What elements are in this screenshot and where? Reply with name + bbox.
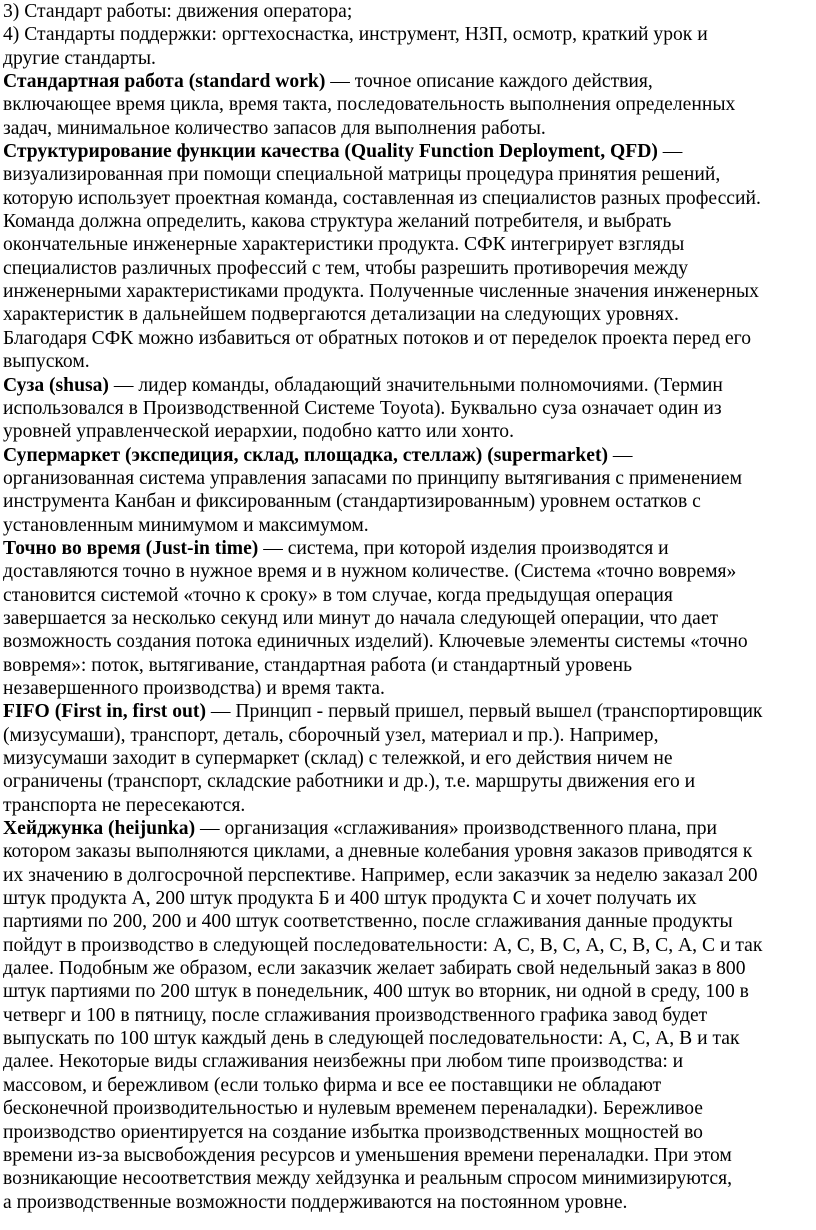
text-line <box>3 724 812 747</box>
line-text: — Принцип - первый пришел, первый вышел (транспортировщик <box>205 701 763 723</box>
line-text: завершается за несколько секунд или минут до начала следующей операции, что дает <box>3 607 719 629</box>
text-line <box>3 700 812 723</box>
text-line <box>3 187 812 210</box>
line-text: — <box>657 141 683 163</box>
text-line <box>3 747 812 770</box>
text-line <box>3 210 812 233</box>
text-line <box>3 770 812 793</box>
text-line <box>3 1121 812 1144</box>
text-line <box>3 934 812 957</box>
text-line <box>3 140 812 163</box>
text-line <box>3 584 812 607</box>
line-text: транспорта не пересекаются. <box>3 794 246 816</box>
line-text: — организация «сглаживания» производственного плана, при <box>195 818 717 840</box>
text-line <box>3 1027 812 1050</box>
text-line <box>3 817 812 840</box>
line-text: ограничены (транспорт, складские работники и др.), т.е. маршруты движения его и <box>3 771 696 793</box>
text-line <box>3 280 812 303</box>
line-text: установленным минимумом и максимумом. <box>3 514 369 536</box>
line-text: использовался в Производственной Системе Toyota). Буквально суза означает один из <box>3 397 722 419</box>
line-text: выпуском. <box>3 351 90 373</box>
text-line <box>3 1167 812 1190</box>
line-text: становится системой «точно к сроку» в том случае, когда предыдущая операция <box>3 584 673 606</box>
line-text: включающее время цикла, время такта, последовательность выполнения определенных <box>3 94 736 116</box>
line-text: окончательные инженерные характеристики продукта. СФК интегрирует взгляды <box>3 234 685 256</box>
text-line <box>3 23 812 46</box>
line-text: возникающие несоответствия между хейдзунка и реальным спросом минимизируются, <box>3 1168 733 1190</box>
line-text: штук продукта А, 200 штук продукта Б и 400 штук продукта С и хочет получать их <box>3 888 697 910</box>
text-line <box>3 607 812 630</box>
line-text: — точное описание каждого действия, <box>325 71 653 93</box>
line-text: уровней управленческой иерархии, подобно катто или хонто. <box>3 421 515 443</box>
line-text: далее. Подобным же образом, если заказчик желает забирать свой недельный заказ в 800 <box>3 958 746 980</box>
text-line <box>3 654 812 677</box>
line-text: — <box>608 444 633 466</box>
line-text: вовремя»: поток, вытягивание, стандартная работа (и стандартный уровень <box>3 654 633 676</box>
line-text: бесконечной производительностью и нулевым временем переналадки). Бережливое <box>3 1098 703 1120</box>
line-text: котором заказы выполняются циклами, а дневные колебания уровня заказов приводятся к <box>3 841 753 863</box>
text-line <box>3 490 812 513</box>
line-text: инструмента Канбан и фиксированным (стандартизированным) уровнем остатков с <box>3 491 701 513</box>
text-line <box>3 537 812 560</box>
text-line <box>3 630 812 653</box>
line-text: инженерными характеристиками продукта. Полученные численные значения инженерных <box>3 281 759 303</box>
text-line <box>3 467 812 490</box>
line-text: далее. Некоторые виды сглаживания неизбежны при любом типе производства: и <box>3 1051 684 1073</box>
text-line <box>3 1050 812 1073</box>
text-line <box>3 1004 812 1027</box>
line-text: партиями по 200, 200 и 400 штук соответственно, после сглаживания данные продукты <box>3 911 733 933</box>
term-title: Стандартная работа (standard work) <box>3 71 326 93</box>
line-text: другие стандарты. <box>3 47 156 69</box>
line-text: — система, при которой изделия производятся и <box>258 537 669 559</box>
line-text: Благодаря СФК можно избавиться от обратных потоков и от переделок проекта перед его <box>3 327 752 349</box>
term-title: Хейджунка (heijunka) <box>3 818 196 840</box>
line-text: возможность создания потока единичных изделий). Ключевые элементы системы «точно <box>3 631 748 653</box>
text-line <box>3 47 812 70</box>
text-line <box>3 864 812 887</box>
line-text: пойдут в производство в следующей последовательности: А, С, В, С, А, С, В, С, А, С и так <box>3 934 763 956</box>
text-line <box>3 514 812 537</box>
line-text: а производственные возможности поддерживаются на постоянном уровне. <box>3 1191 628 1213</box>
line-text: мизусумаши заходит в супермаркет (склад) с тележкой, и его действия ничем не <box>3 748 673 769</box>
line-text: специалистов различных профессий с тем, чтобы разрешить противоречия между <box>3 257 689 279</box>
text-line <box>3 1144 812 1167</box>
line-text: штук партиями по 200 штук в понедельник, 400 штук во вторник, ни одной в среду, 100 в <box>3 981 749 1003</box>
text-line <box>3 327 812 350</box>
term-title: Супермаркет (экспедиция, склад, площадка, стеллаж) (supermarket) <box>3 444 608 466</box>
line-text: характеристик в дальнейшем подвергаются детализации на следующих уровнях. <box>3 304 679 326</box>
line-text: производство ориентируется на создание избытка производственных мощностей во <box>3 1121 703 1143</box>
line-text: организованная система управления запасами по принципу вытягивания с применением <box>3 467 743 489</box>
line-text: 4) Стандарты поддержки: оргтехоснастка, инструмент, НЗП, осмотр, краткий урок и <box>3 24 708 46</box>
term-title: FIFO (First in, first out) <box>3 701 206 723</box>
line-text: выпускать по 100 штук каждый день в следующей последовательности: А, С, А, В и так <box>3 1028 740 1050</box>
text-line <box>3 257 812 280</box>
text-line <box>3 560 812 583</box>
text-line <box>3 350 812 373</box>
text-line <box>3 980 812 1003</box>
text-line <box>3 840 812 863</box>
term-title: Точно во время (Just-in time) <box>3 537 259 559</box>
text-line <box>3 887 812 910</box>
line-text: их значению в долгосрочной перспективе. Например, если заказчик за неделю заказал 200 <box>3 864 758 886</box>
text-line <box>3 117 812 140</box>
line-text: Команда должна определить, какова структура желаний потребителя, и выбрать <box>3 211 672 233</box>
line-text: 3) Стандарт работы: движения оператора; <box>3 1 353 22</box>
text-line <box>3 910 812 933</box>
line-text: времени из-за высвобождения ресурсов и уменьшения времени переналадки. При этом <box>3 1144 732 1166</box>
text-line <box>3 1191 812 1214</box>
line-text: массовом, и бережливом (если только фирма и все ее поставщики не обладают <box>3 1074 662 1096</box>
text-line <box>3 163 812 186</box>
text-line <box>3 374 812 397</box>
text-line <box>3 444 812 467</box>
text-line <box>3 677 812 700</box>
line-text: незавершенного производства) и время такта. <box>3 677 385 699</box>
text-line <box>3 420 812 443</box>
line-text: визуализированная при помощи специальной матрицы процедура принятия решений, <box>3 164 721 186</box>
text-line <box>3 1097 812 1120</box>
text-line <box>3 397 812 420</box>
line-text: — лидер команды, обладающий значительными полномочиями. (Термин <box>108 374 723 396</box>
line-text: доставляются точно в нужное время и в нужном количестве. (Система «точно вовремя» <box>3 561 737 583</box>
line-text: которую использует проектная команда, составленная из специалистов разных профессий. <box>3 187 761 209</box>
text-line <box>3 233 812 256</box>
text-line <box>3 794 812 817</box>
text-line <box>3 303 812 326</box>
term-title: Суза (shusa) <box>3 374 109 396</box>
term-title: Структурирование функции качества (Quality Function Deployment, QFD) <box>3 141 658 163</box>
text-line <box>3 0 812 23</box>
line-text: четверг и 100 в пятницу, после сглаживания производственного графика завод будет <box>3 1004 708 1026</box>
text-line <box>3 1074 812 1097</box>
text-line <box>3 957 812 980</box>
line-text: задач, минимальное количество запасов для выполнения работы. <box>3 117 546 139</box>
text-line <box>3 70 812 93</box>
text-line <box>3 93 812 116</box>
line-text: (мизусумаши), транспорт, деталь, сборочный узел, материал и пр.). Например, <box>3 724 659 746</box>
